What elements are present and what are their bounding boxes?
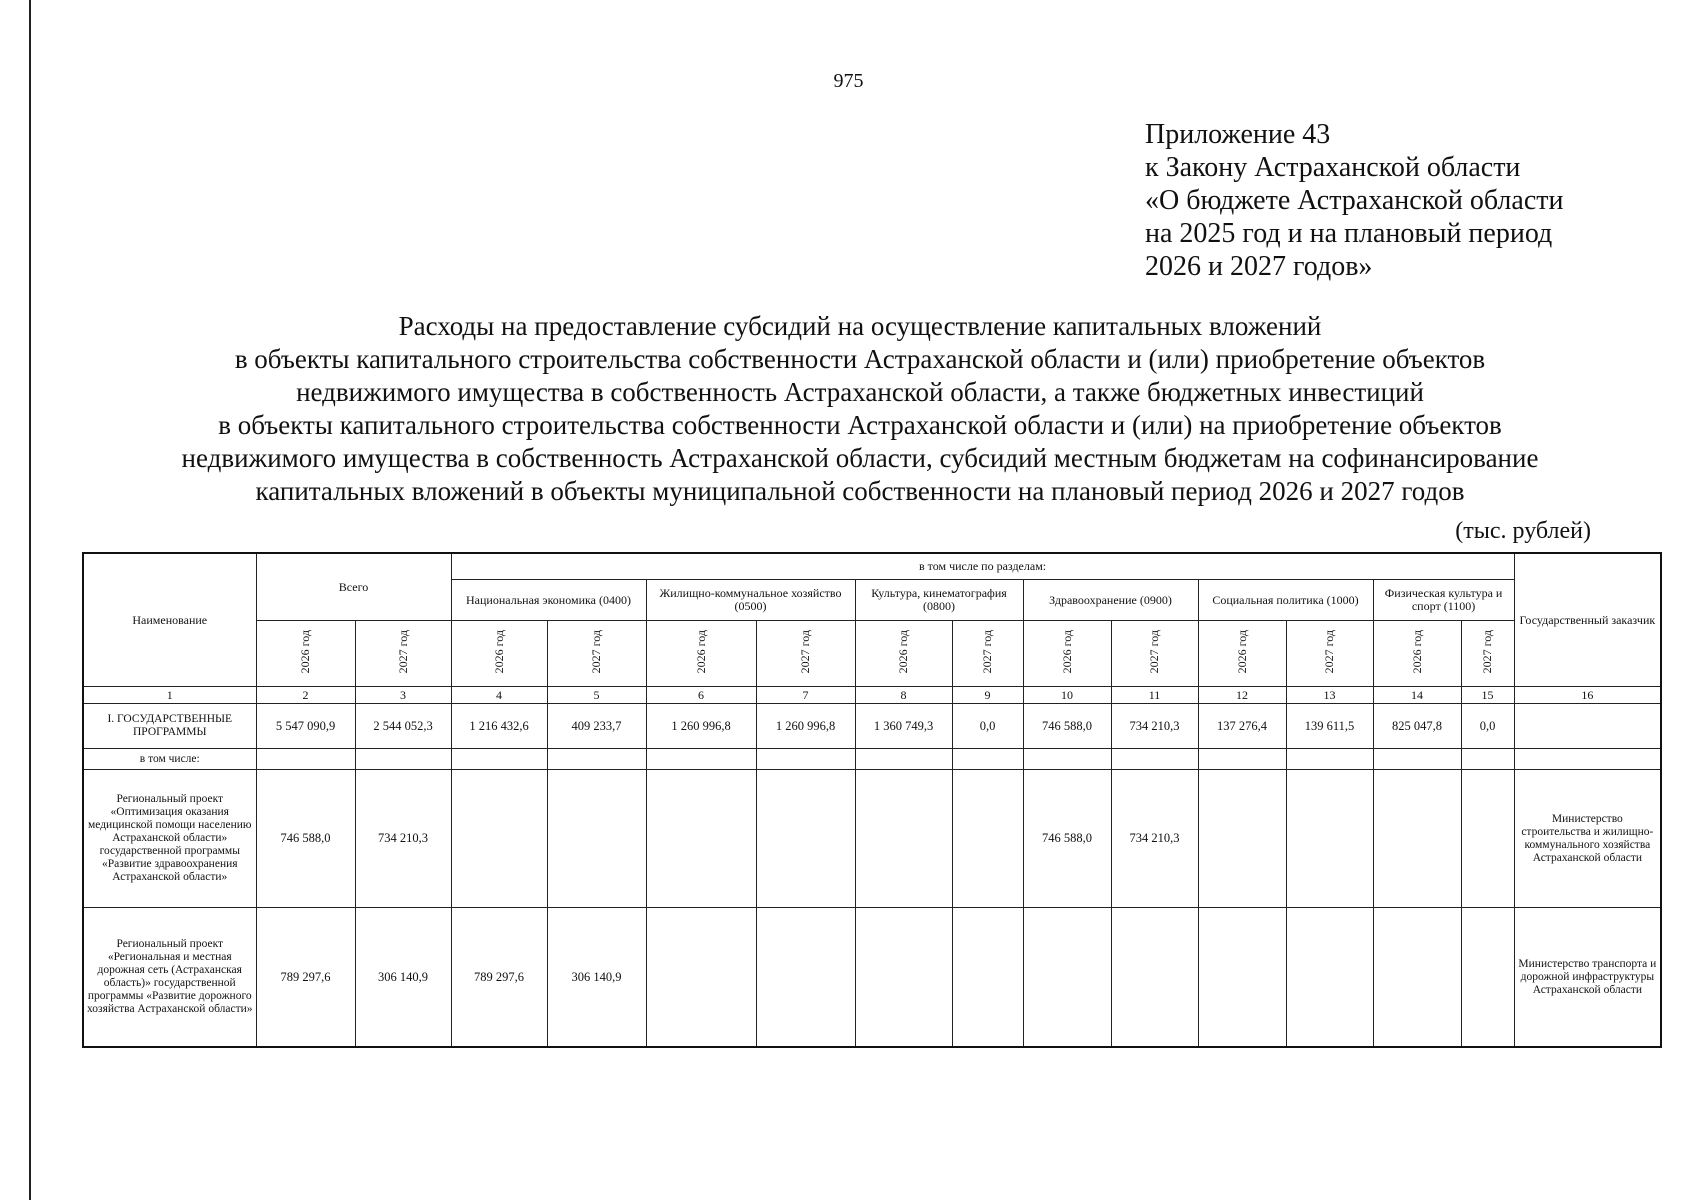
appendix-line: на 2025 год и на плановый период [1145,218,1553,249]
year-label: 2027 год [1322,630,1336,674]
row-value [1198,908,1286,1048]
column-number: 1 [83,687,256,704]
row-value: 734 210,3 [1111,704,1198,749]
row-value [1286,770,1373,908]
year-label: 2026 год [693,630,708,674]
row-value [1286,749,1373,770]
header-year [855,621,952,687]
column-number: 15 [1461,687,1514,704]
row-value [756,770,855,908]
header-year-row [83,621,1661,687]
column-number: 3 [355,687,451,704]
header-section: Здравоохранение (0900) [1023,580,1198,621]
row-value [952,749,1023,770]
row-customer: Министерство транспорта и дорожной инфраструктуры Астраханской области [1514,908,1661,1048]
column-number: 5 [547,687,646,704]
row-value: 1 216 432,6 [451,704,547,749]
header-year [451,621,547,687]
row-value: 306 140,9 [355,908,451,1048]
row-value: 746 588,0 [1023,770,1111,908]
row-value [1286,908,1373,1048]
title-line: в объекты капитального строительства собственности Астраханской области и (или) приобретение объектов [234,344,1486,374]
table-row [83,770,1661,908]
appendix-line: 2026 и 2027 годов» [1145,251,1373,282]
column-number: 8 [855,687,952,704]
year-label: 2027 год [1480,630,1495,674]
row-name: I. ГОСУДАРСТВЕННЫЕ ПРОГРАММЫ [83,704,256,749]
row-value: 734 210,3 [355,770,451,908]
header-year [1111,621,1198,687]
header-year [952,621,1023,687]
row-value [1461,749,1514,770]
row-name: Региональный проект «Оптимизация оказания медицинской помощи населению Астраханской области» государственной программы «Развитие здравоохранения Астраханской области» [83,770,256,908]
row-value [1373,908,1461,1048]
year-label: 2027 год [395,630,410,674]
column-number-row [83,687,1661,704]
row-value: 789 297,6 [451,908,547,1048]
row-value: 789 297,6 [256,908,355,1048]
row-value [952,770,1023,908]
year-label: 2027 год [798,630,812,674]
table-row [83,908,1661,1048]
header-year [1461,621,1514,687]
column-number: 6 [646,687,756,704]
row-value [1373,749,1461,770]
row-value: 139 611,5 [1286,704,1373,749]
header-total: Всего [256,553,451,621]
row-value: 137 276,4 [1198,704,1286,749]
header-sections-group: в том числе по разделам: [451,553,1514,580]
row-value: 746 588,0 [1023,704,1111,749]
row-name: в том числе: [83,749,256,770]
row-value [855,908,952,1048]
row-value: 825 047,8 [1373,704,1461,749]
row-value [547,770,646,908]
column-number: 10 [1023,687,1111,704]
header-year [547,621,646,687]
title-line: в объекты капитального строительства собственности Астраханской области и (или) на приобретение объектов [218,410,1502,440]
row-value [855,749,952,770]
appendix-line: Приложение 43 [1145,119,1331,150]
budget-table [82,552,1662,1048]
scan-edge-line [29,0,31,1200]
row-customer [1514,704,1661,749]
year-label: 2026 год [896,630,910,674]
row-value [646,749,756,770]
page-number: 975 [833,70,864,92]
row-value [1023,908,1111,1048]
column-number: 11 [1111,687,1198,704]
row-customer [1514,749,1661,770]
row-value [1373,770,1461,908]
row-value [355,749,451,770]
row-value: 5 547 090,9 [256,704,355,749]
header-year [646,621,756,687]
row-value [855,770,952,908]
row-value [451,770,547,908]
row-value [756,908,855,1048]
column-number: 12 [1198,687,1286,704]
year-label: 2027 год [1147,630,1161,674]
header-section: Жилищно-коммунальное хозяйство (0500) [646,580,855,621]
row-value: 734 210,3 [1111,770,1198,908]
header-year [1373,621,1461,687]
year-label: 2026 год [491,630,506,674]
header-year [1286,621,1373,687]
table-row [83,704,1661,749]
column-number: 13 [1286,687,1373,704]
row-value [451,749,547,770]
row-value [1111,908,1198,1048]
row-value [646,770,756,908]
row-value [1111,749,1198,770]
row-value: 0,0 [952,704,1023,749]
row-value [1461,770,1514,908]
row-value: 746 588,0 [256,770,355,908]
row-value [756,749,855,770]
header-name: Наименование [83,553,256,687]
title-line: Расходы на предоставление субсидий на осуществление капитальных вложений [398,311,1322,341]
header-section: Физическая культура и спорт (1100) [1373,580,1514,621]
year-label: 2026 год [1059,630,1074,674]
header-year [256,621,355,687]
column-number: 9 [952,687,1023,704]
document-title [40,310,1680,508]
row-value: 1 260 996,8 [756,704,855,749]
row-value: 306 140,9 [547,908,646,1048]
header-section: Национальная экономика (0400) [451,580,646,621]
appendix-line: «О бюджете Астраханской области [1145,185,1564,216]
units-label: (тыс. рублей) [1455,518,1591,544]
title-line: недвижимого имущества в собственность Астраханской области, а также бюджетных инвестиций [296,377,1424,407]
column-number: 2 [256,687,355,704]
column-number: 4 [451,687,547,704]
row-value [1023,749,1111,770]
row-value: 0,0 [1461,704,1514,749]
row-value: 1 360 749,3 [855,704,952,749]
year-label: 2027 год [980,630,994,674]
header-year [1023,621,1111,687]
year-label: 2026 год [1234,630,1249,674]
appendix-line: к Закону Астраханской области [1145,152,1521,183]
row-value: 2 544 052,3 [355,704,451,749]
row-value: 1 260 996,8 [646,704,756,749]
row-customer: Министерство строительства и жилищно-коммунального хозяйства Астраханской области [1514,770,1661,908]
row-value [952,908,1023,1048]
row-name: Региональный проект «Региональная и местная дорожная сеть (Астраханская область)» государственной программы «Развитие дорожного хозяйства Астраханской области» [83,908,256,1048]
header-section: Социальная политика (1000) [1198,580,1373,621]
row-value [256,749,355,770]
header-customer: Государственный заказчик [1514,553,1661,687]
header-year [355,621,451,687]
column-number: 16 [1514,687,1661,704]
row-value [1198,770,1286,908]
header-year [756,621,855,687]
header-row [83,553,1661,580]
title-line: недвижимого имущества в собственность Астраханской области, субсидий местным бюджетам на софинансирование [181,443,1539,473]
row-value [547,749,646,770]
title-line: капитальных вложений в объекты муниципальной собственности на плановый период 2026 и 2027 годов [255,476,1465,506]
row-value: 409 233,7 [547,704,646,749]
appendix-block [1145,118,1563,283]
row-value [1461,908,1514,1048]
row-value [646,908,756,1048]
table-row [83,749,1661,770]
column-number: 7 [756,687,855,704]
column-number: 14 [1373,687,1461,704]
row-value [1198,749,1286,770]
header-section: Культура, кинематография (0800) [855,580,1023,621]
year-label: 2027 год [589,630,603,674]
year-label: 2026 год [298,630,312,674]
header-year [1198,621,1286,687]
year-label: 2026 год [1409,630,1424,674]
